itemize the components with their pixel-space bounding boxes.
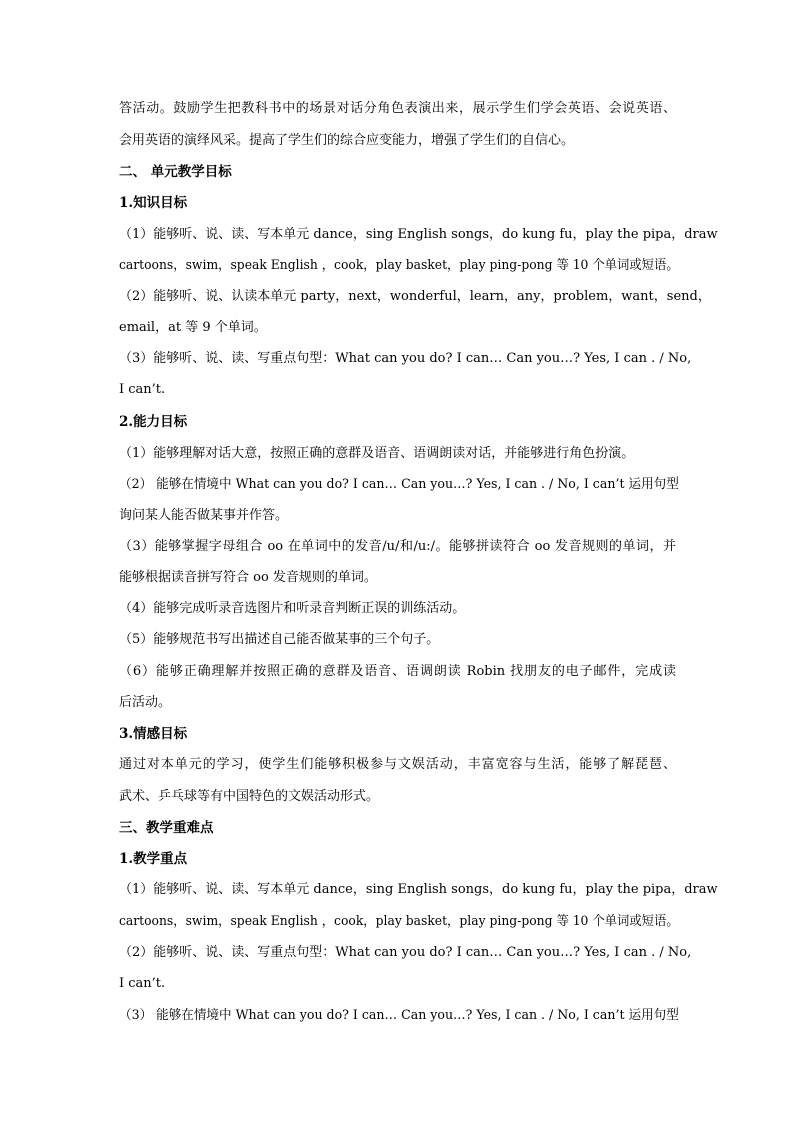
focus-item-2b: I can’t.: [119, 976, 166, 991]
emotion-goal-heading: 3.情感目标: [119, 726, 188, 742]
section-3-heading: 三、教学重难点: [119, 820, 214, 836]
ability-item-2a: （2） 能够在情境中 What can you do? I can… Can you…? Yes, I can . / No, I can’t 运用句型: [119, 477, 679, 492]
focus-item-3a: （3） 能够在情境中 What can you do? I can… Can you…? Yes, I can . / No, I can’t 运用句型: [119, 1008, 679, 1023]
ability-goal-heading: 2.能力目标: [119, 414, 188, 430]
ability-item-5: （5）能够规范书写出描述自己能否做某事的三个句子。: [119, 632, 440, 647]
knowledge-item-3b: I can’t.: [119, 382, 166, 397]
focus-item-2a: （2）能够听、说、读、写重点句型：What can you do? I can… Can you…? Yes, I can . / No,: [119, 945, 692, 960]
ability-item-6b: 后活动。: [119, 695, 172, 710]
intro-line-2: 会用英语的演绎风采。提高了学生们的综合应变能力，增强了学生们的自信心。: [119, 133, 575, 148]
focus-item-1a: （1）能够听、说、读、写本单元 dance，sing English songs，do kung fu，play the pipa，draw: [119, 882, 718, 897]
ability-item-4: （4）能够完成听录音选图片和听录音判断正误的训练活动。: [119, 601, 466, 616]
intro-line-1: 答活动。鼓励学生把教科书中的场景对话分角色表演出来，展示学生们学会英语、会说英语、: [119, 101, 676, 116]
focus-heading: 1.教学重点: [119, 851, 188, 867]
knowledge-item-1b: cartoons，swim，speak English ，cook，play basket，play ping-pong 等 10 个单词或短语。: [119, 258, 679, 273]
ability-item-3b: 能够根据读音拼写符合 oo 发音规则的单词。: [119, 570, 377, 585]
knowledge-item-3a: （3）能够听、说、读、写重点句型：What can you do? I can… Can you…? Yes, I can . / No,: [119, 351, 692, 366]
knowledge-item-2a: （2）能够听、说、认读本单元 party，next，wonderful，learn，any，problem，want，send，: [119, 289, 711, 304]
emotion-item-a: 通过对本单元的学习，使学生们能够积极参与文娱活动，丰富宽容与生活，能够了解琵琶、: [119, 757, 676, 772]
ability-item-3a: （3）能够掌握字母组合 oo 在单词中的发音/u/和/u:/。能够拼读符合 oo 发音规则的单词，并: [119, 539, 676, 554]
section-2-heading: 二、 单元教学目标: [119, 164, 232, 180]
ability-item-1: （1）能够理解对话大意，按照正确的意群及语音、语调朗读对话，并能够进行角色扮演。: [119, 446, 635, 461]
focus-item-1b: cartoons，swim，speak English ，cook，play basket，play ping-pong 等 10 个单词或短语。: [119, 914, 679, 929]
ability-item-2b: 询问某人能否做某事并作答。: [119, 508, 289, 523]
ability-item-6a: （6）能够正确理解并按照正确的意群及语音、语调朗读 Robin 找朋友的电子邮件，完成读: [119, 664, 676, 679]
knowledge-goal-heading: 1.知识目标: [119, 195, 188, 211]
knowledge-item-2b: email，at 等 9 个单词。: [119, 320, 267, 335]
knowledge-item-1a: （1）能够听、说、读、写本单元 dance，sing English songs，do kung fu，play the pipa，draw: [119, 227, 718, 242]
emotion-item-b: 武术、乒乓球等有中国特色的文娱活动形式。: [119, 789, 380, 804]
